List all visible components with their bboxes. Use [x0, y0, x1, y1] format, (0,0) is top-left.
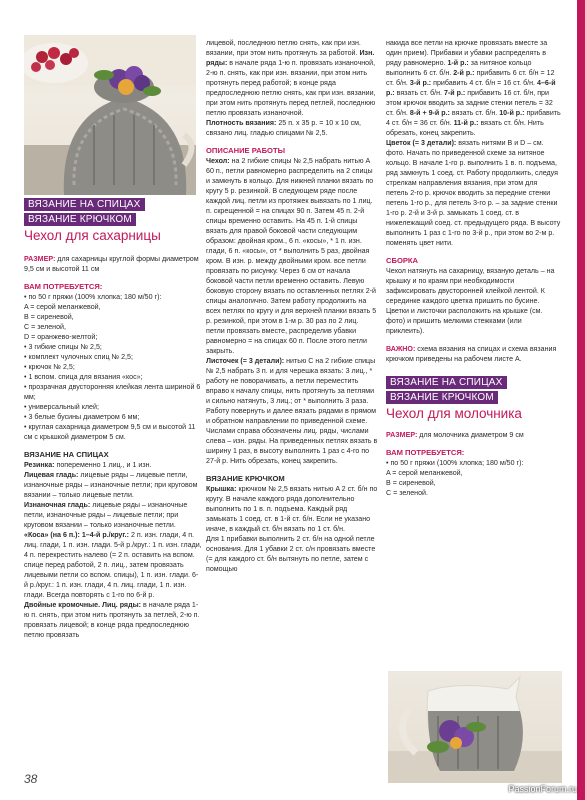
column-middle	[206, 38, 378, 574]
size-paragraph	[24, 254, 202, 274]
list-item: • прозрачная двусторонняя клейкая лента шириной 6 мм;	[24, 383, 201, 401]
edge-paragraph: Двойные кромочные. Лиц. ряды: в начале ряда 1-ю п. снять, при этом нить протянуть за петлей, 2-ю п. провязать лицевой; в конце ряда предпоследнюю петлю провязать	[24, 601, 200, 639]
list-item: C = зеленой.	[386, 489, 428, 497]
list-item: C = зеленой,	[24, 323, 66, 331]
density-paragraph: Плотность вязания: 25 п. х 35 р. = 10 х 10 см, связано лиц. гладью спицами № 2,5.	[206, 119, 361, 137]
cozy-paragraph: Чехол: на 2 гибкие спицы № 2,5 набрать нитью A 60 п., петли равномерно распределить на 2 спицы и замкнуть в кольцо. Для нижней планки вязать по кругу 5 р. резинкой. В следующем ряде после каждой лиц. петли из протяжек вывязать по 1 лиц. п. скрещенной = на спицах 90 п. Затем 45 п. 2-й спицы временно оставить. На 45 п. 1-й спицы вязать для правой боковой части следующим образом: двойная кром., 6 п. «косы», * 1 п. изн. глади, 6 п. «косы», от * выполнить 5 раз, двойная кром. В изн. р. между двойными кром. все петли провязать по рисунку. Через 6 см от начала боковой части петли временно оставить. Левую боковую сторону вязать по оставленных петлях 2-й спицы аналогично. Затем работу продолжить на всех петлях по кругу и для верхней планки вязать 5 р. резинкой, при этом в 1-м р. 30 раз по 2 лиц. петли провязать вместе, распределив убавки равномерно = на спицах 60 п. После этого петли закрыть.	[206, 157, 377, 355]
leaf-paragraph: Листочек (= 3 детали): нитью C на 2 гибкие спицы № 2,5 набрать 3 п. и для черешка вязать: 3 лиц., * работу не поворачивать, а петли переместить вправо к началу спицы, нить протянуть за петлями и сильно натянуть, 3 лиц.; от * выполнить 3 раза. Работу повернуть и далее вязать рядами в прямом и обратном направлении по приведенной схеме. Числами справа обозначены лиц. ряды, числами слева – изн. ряды. На приведенных петлях вязать в ширину 1 раз, в высоту выполнить 1 раз с 4-го по 27-й р. Нить обрезать, конец закрепить.	[206, 357, 378, 465]
tag-crochet: ВЯЗАНИЕ КРЮЧКОМ	[24, 213, 136, 226]
column-left	[24, 198, 202, 640]
crochet-heading: ВЯЗАНИЕ КРЮЧКОМ	[206, 474, 285, 483]
list-item: • универсальный клей;	[24, 403, 99, 411]
list-item: • 3 белые бусины диаметром 6 мм;	[24, 413, 140, 421]
tag-crochet-2: ВЯЗАНИЕ КРЮЧКОМ	[386, 391, 498, 404]
list-item: • комплект чулочных спиц № 2,5;	[24, 353, 133, 361]
cable-paragraph: «Коса» (на 6 п.): 1–4-й р./круг.: 2 п. изн. глади, 4 п. лиц. глади, 1 п. изн. глади. 5-й р./круг.: 1 п. изн. глади, 4 п. перекрестить налево (= 2 п. оставить на вспом. спице перед работой, 2 п. лиц., затем провязать лицевыми петли со вспом. спицы), 1 п. изн. глади. 6-й р./круг.: 1 п. изн. глади, 4 п. лиц. глади, 1 п. изн. глади. Всегда повторять с 1-го по 6-й р.	[24, 531, 202, 599]
materials-heading-2: ВАМ ПОТРЕБУЕТСЯ:	[386, 448, 465, 457]
size-paragraph-2: РАЗМЕР: для молочника диаметром 9 см	[386, 431, 524, 439]
title-sugar-bowl: Чехол для сахарницы	[24, 228, 161, 243]
list-item: B = сиреневой,	[386, 479, 436, 487]
site-watermark: PassionForum.ru	[508, 784, 577, 794]
sugar-bowl-photo	[24, 35, 196, 195]
tag-knitting-2: ВЯЗАНИЕ НА СПИЦАХ	[386, 376, 507, 389]
list-item: • 3 гибкие спицы № 2,5;	[24, 343, 102, 351]
assembly-heading: СБОРКА	[386, 256, 419, 265]
edge-continued-paragraph: лицевой, последнюю петлю снять, как при изн. вязании, при этом нить протянуть за работой. Изн. ряды: в начале ряда 1-ю п. провязать изнаночной, 2-ю п. снять, как при изн. вязании, при этом нить протянуть перед работой; в конце ряда предпоследнюю петлю снять, как при изн. вязании, при этом нить протянуть перед петлей, последнюю петлю провязать изнаночной.	[206, 39, 376, 117]
list-item: • по 50 г пряжи (100% хлопка; 180 м/50 г):	[24, 293, 162, 301]
page-edge-bar	[577, 0, 585, 800]
list-item: A = серой меланжевой,	[24, 303, 101, 311]
page-number: 38	[24, 772, 38, 786]
column-right	[386, 38, 561, 498]
size-label: РАЗМЕР:	[24, 255, 56, 263]
title-milk-jug: Чехол для молочника	[386, 406, 522, 421]
milk-jug-photo	[388, 671, 562, 783]
lid-paragraph: Крышка: крючком № 2,5 вязать нитью A 2 ст. б/н по кругу. В начале каждого ряда дополнительно выполнить по 1 в. п. подъема. Каждый ряд замыкать 1 соед. ст. в 1-й ст. б/н. Если не указано иначе, в каждый ст. б/н вязать по 1 ст. б/н.	[206, 485, 378, 533]
stockinette-paragraph: Лицевая гладь: лицевые ряды – лицевые петли, изнаночные ряды – изнаночные петли; при круговом вязании – только лицевые петли.	[24, 471, 198, 499]
reverse-stockinette-paragraph: Изнаночная гладь: лицевые ряды – изнаночные петли, изнаночные ряды – лицевые петли; при круговом вязании – только изнаночные петли.	[24, 501, 188, 529]
size-text: для сахарницы круглой формы диаметром 9,5 см и высотой 11 см	[24, 255, 199, 273]
knitting-heading: ВЯЗАНИЕ НА СПИЦАХ	[24, 450, 109, 459]
lid-continued-paragraph: накида все петли на крючке провязать вместе за один прием). Прибавки и убавки распределять в ряду равномерно. 1-й р.: за нитяное кольцо выполнить 6 ст. б/н. 2-й р.: прибавить 6 ст. б/н = 12 ст. б/н. 3-й р.: прибавить 4 ст. б/н = 16 ст. б/н. 4–6-й р.: вязать ст. б/н. 7-й р.: прибавить 16 ст. б/н, при этом крючок вводить за задние стенки петель = 32 ст. б/н. 8-й + 9-й р.: вязать ст. б/н. 10-й р.: прибавить 4 ст. б/н = 36 ст. б/н. 11-й р.: вязать ст. б/н. Нить обрезать, конец закрепить.	[386, 39, 561, 137]
list-item: • 1 вспом. спица для вязания «кос»;	[24, 373, 143, 381]
list-item: A = серой меланжевой,	[386, 469, 463, 477]
list-item: D = оранжево-желтой;	[24, 333, 98, 341]
important-paragraph: ВАЖНО: схема вязания на спицах и схема вязания крючком приведены на рабочем листе А.	[386, 345, 557, 363]
materials-heading: ВАМ ПОТРЕБУЕТСЯ:	[24, 282, 103, 291]
tag-knitting: ВЯЗАНИЕ НА СПИЦАХ	[24, 198, 145, 211]
materials-list	[24, 292, 202, 442]
assembly-paragraph: Чехол натянуть на сахарницу, вязаную деталь – на крышку и по краям при необходимости зафиксировать двусторонней клейкой лентой. К серединке каждого цветка пришить по бусине. Цветки и листочки расположить на крышке (см. фото) и пришить мелкими стежками (или приклеить).	[386, 267, 555, 335]
list-item: • круглая сахарница диаметром 9,5 см и высотой 11 см с крышкой диаметром 5 см.	[24, 423, 196, 441]
increase-paragraph: Для 1 прибавки выполнить 2 ст. б/н на одной петле основания. Для 1 убавки 2 ст. с/н провязать вместе (= для каждого ст. б/н вытянуть по петле, затем с помощью	[206, 535, 376, 573]
flower-paragraph: Цветок (= 3 детали): вязать нитями B и D – см. фото. Начать по приведенной схеме за нитяное кольцо. В начале 1-го р. выполнить 1 в. п. подъема, ряд замкнуть 1 соед. ст. Работу продолжить, следуя стрелкам направления вязания, при этом для петель 2-го р. крючок вводить за передние стенки петель 1-го р., для петель 3-го р. – за задние стенки 1-го р. 2-й и 3-й р. замыкать 1 соед. ст. в нижележащий соед. ст. предыдущего ряда. В высоту выполнить 1 раз с 1-го по 3-й р., при этом во 2-м р. поменять цвет нити.	[386, 139, 561, 247]
list-item: • крючок № 2,5;	[24, 363, 75, 371]
list-item: • по 50 г пряжи (100% хлопка; 180 м/50 г):	[386, 459, 524, 467]
description-heading: ОПИСАНИЕ РАБОТЫ	[206, 146, 286, 155]
list-item: B = сиреневой,	[24, 313, 74, 321]
rib-paragraph: Резинка: попеременно 1 лиц., и 1 изн.	[24, 461, 152, 469]
